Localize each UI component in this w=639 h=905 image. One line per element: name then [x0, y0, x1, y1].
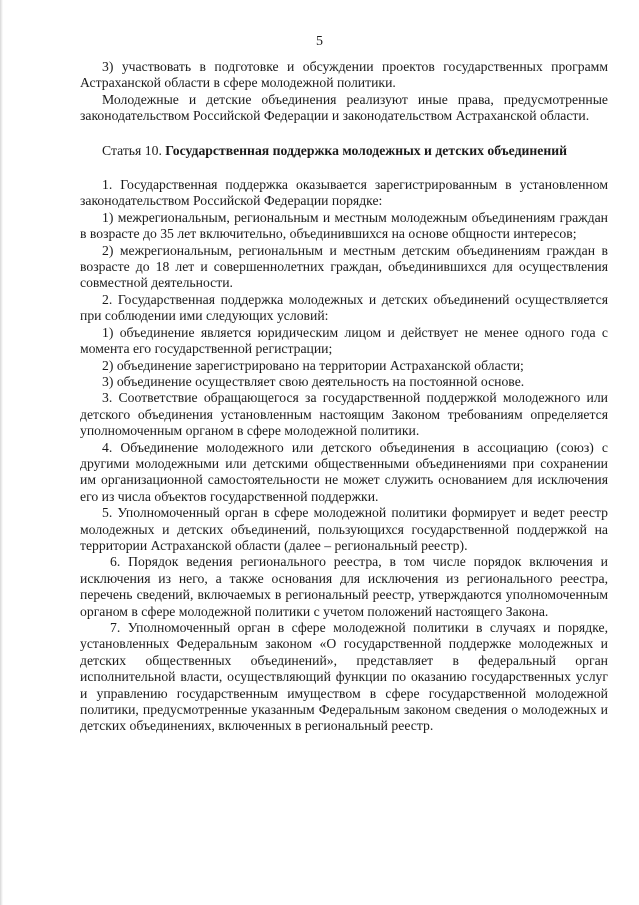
paragraph-6: 2) объединение зарегистрировано на территории Астраханской области; — [102, 357, 524, 373]
paragraph-7: 3) объединение осуществляет свою деятельность на постоянной основе. — [102, 373, 525, 389]
paragraph-2: 1) межрегиональным, региональным и местным молодежным объединениям граждан в возрасте до 35 лет включительно, объединившихся на основе общности интересов; — [80, 209, 608, 242]
paragraph-5: 1) объединение является юридическим лицом и действует не менее одного года с момента его государственной регистрации; — [80, 324, 608, 357]
paragraph-4: 2. Государственная поддержка молодежных и детских объединений осуществляется при соблюдении ими следующих условий: — [80, 291, 608, 324]
article-prefix: Статья 10. — [102, 142, 162, 158]
paragraph-top-2: Молодежные и детские объединения реализуют иные права, предусмотренные законодательством Российской Федерации и законодательством Астраханской области. — [80, 91, 608, 124]
paragraph-1: 1. Государственная поддержка оказывается зарегистрированным в установленном законодательством Российской Федерации порядке: — [80, 177, 608, 209]
paragraph-3: 2) межрегиональным, региональным и местным детским объединениям граждан в возрасте до 18 лет и совершеннолетних граждан, объединившихся для осуществления совместной деятельности. — [80, 242, 608, 291]
page-number: 5 — [316, 34, 323, 49]
paragraph-12: 7. Уполномоченный орган в сфере молодежной политики в случаях и порядке, установленных Федеральным законом «О государственной поддержке молодежных и детских общественных объединений», представляет в федеральный орган исполнительной власти, осуществляющий функции по оказанию государственных услуг и управлению государственным имуществом в сфере государственной молодежной политики, предусмотренные указанным Федеральным законом сведения о молодежных и детских объединениях, включенных в региональный реестр. — [80, 620, 608, 734]
paragraph-8: 3. Соответствие обращающегося за государственной поддержкой молодежного или детского объединения установленным настоящим Законом требованиям определяется уполномоченным органом в сфере молодежной политики. — [80, 390, 608, 439]
scan-edge-shadow — [0, 0, 3, 905]
paragraph-9: 4. Объединение молодежного или детского объединения в ассоциацию (союз) с другими молодежными или детскими общественными объединениями при сохранении им организационной самостоятельности не может служить основанием для исключения его из числа объектов государственной поддержки. — [80, 439, 608, 504]
document-body — [80, 59, 608, 735]
paragraph-11: 6. Порядок ведения регионального реестра, в том числе порядок включения и исключения из него, а также основания для исключения из регионального реестра, перечень сведений, включаемых в региональный реестр, утверждаются уполномоченным органом в сфере молодежной политики с учетом положений настоящего Закона. — [80, 554, 608, 619]
article-title: Государственная поддержка молодежных и детских объединений — [165, 142, 568, 158]
paragraph-10: 5. Уполномоченный орган в сфере молодежной политики формирует и ведет реестр молодежных и детских объединений, пользующихся государственной поддержкой на территории Астраханской области (далее – региональный реестр). — [80, 505, 608, 553]
paragraph-top-1: 3) участвовать в подготовке и обсуждении проектов государственных программ Астраханской области в сфере молодежной политики. — [80, 59, 608, 91]
article-heading — [80, 143, 608, 159]
